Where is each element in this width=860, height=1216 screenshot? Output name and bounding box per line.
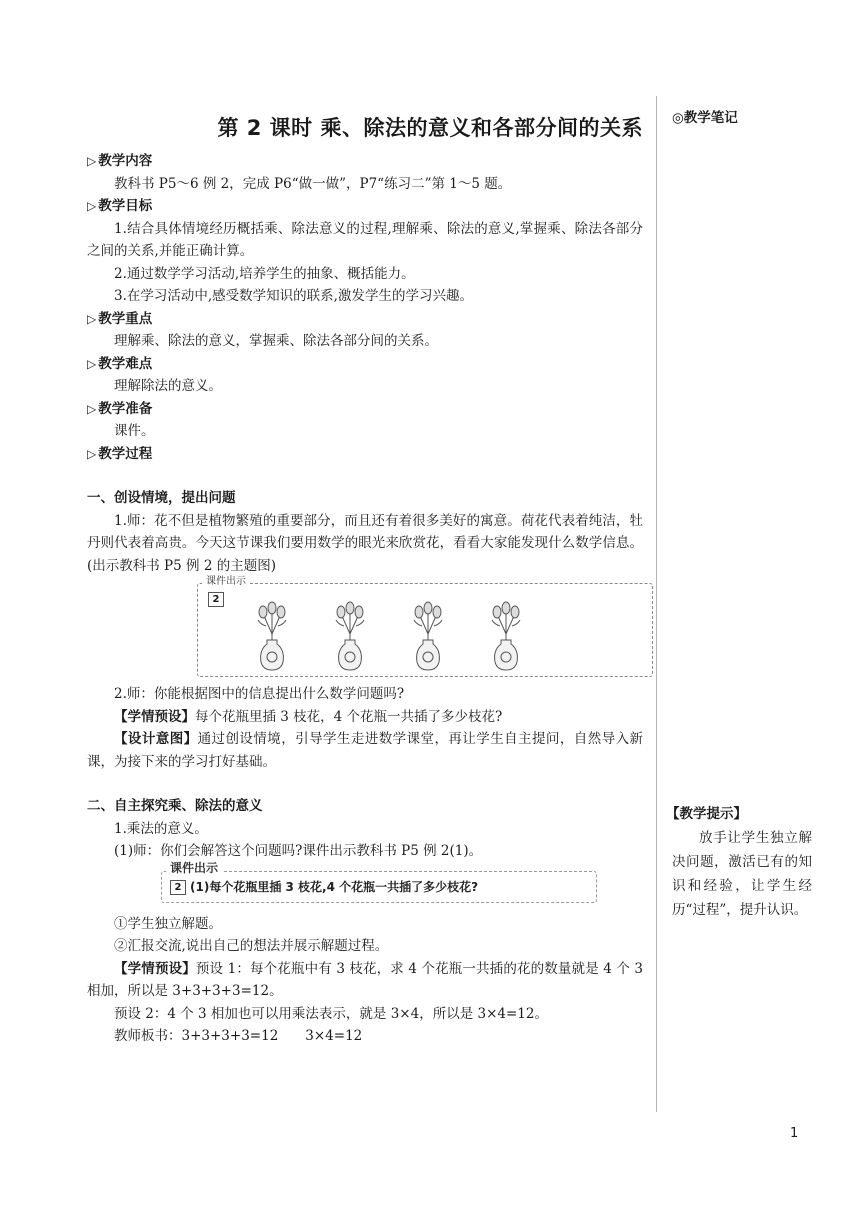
part2-preset-2: 预设 2：4 个 3 相加也可以用乘法表示，就是 3×4，所以是 3×4=12。 [114, 1005, 548, 1022]
section-heading-key: ▷ 教学重点 [87, 308, 643, 331]
flower-vase-illustration [486, 594, 526, 672]
sidebar-teaching-tip [666, 802, 812, 922]
part2-step-1: 1.乘法的意义。 [114, 820, 208, 837]
courseware-tag: 课件出示 [166, 861, 222, 875]
main-column [87, 112, 643, 1048]
courseware-figure-question [161, 860, 597, 903]
tip-text: 放手让学生独立解决问题，激活已有的知识和经验，让学生经历“过程”，提升认识。 [672, 830, 812, 918]
part1-paragraph-2: 2.师：你能根据图中的信息提出什么数学问题吗? [114, 686, 405, 702]
example-number: 2 [208, 592, 224, 607]
page-number: 1 [790, 1126, 799, 1141]
section-heading-goals: ▷ 教学目标 [87, 195, 643, 218]
content-text: 教科书 P5～6 例 2，完成 P6“做一做”，P7“练习二”第 1～5 题。 [114, 175, 512, 192]
part2-heading: 二、自主探究乘、除法的意义 [87, 798, 263, 814]
flower-vase-illustration [408, 594, 448, 672]
triangle-icon: ▷ [87, 154, 97, 168]
flower-vase-illustration [330, 594, 370, 672]
part1-heading: 一、创设情境，提出问题 [87, 490, 236, 506]
courseware-question: (1)每个花瓶里插 3 枝花,4 个花瓶一共插了多少枝花? [190, 879, 479, 894]
tip-heading: 【教学提示】 [666, 806, 747, 822]
triangle-icon: ▷ [87, 311, 97, 326]
courseware-tag: 课件出示 [202, 575, 250, 589]
part1-preset: 【学情预设】每个花瓶里插 3 枝花，4 个花瓶一共插了多少枝花? [114, 708, 503, 725]
section-heading-difficulty: ▷ 教学难点 [87, 353, 643, 376]
section-heading-prep: ▷ 教学准备 [87, 398, 643, 421]
teacher-board: 教师板书：3+3+3+3=12 3×4=12 [114, 1028, 363, 1044]
part2-step-1-1: (1)师：你们会解答这个问题吗?课件出示教科书 P5 例 2(1)。 [114, 843, 483, 859]
example-number: 2 [170, 880, 186, 895]
triangle-icon: ▷ [87, 199, 97, 213]
difficulty-text: 理解除法的意义。 [114, 378, 222, 394]
triangle-icon: ▷ [87, 401, 97, 416]
page-title: 第 2 课时 乘、除法的意义和各部分间的关系 [217, 116, 643, 140]
key-text: 理解乘、除法的意义，掌握乘、除法各部分间的关系。 [114, 333, 438, 349]
column-divider [656, 96, 657, 1112]
courseware-figure-vases [197, 576, 653, 677]
goal-item: 1.结合具体情境经历概括乘、除法意义的过程,理解乘、除法的意义,掌握乘、除法各部分之间的关系,并能正确计算。 [87, 220, 643, 259]
section-heading-process: ▷ 教学过程 [87, 443, 643, 466]
goal-item: 3.在学习活动中,感受数学知识的联系,激发学生的学习兴趣。 [114, 288, 473, 304]
part1-intent: 【设计意图】通过创设情境，引导学生走进数学课堂，再让学生自主提问，自然导入新课，为接下来的学习打好基础。 [87, 731, 644, 770]
flower-vase-illustration [252, 594, 292, 672]
part2-circle-2: ②汇报交流,说出自己的想法并展示解题过程。 [114, 938, 389, 954]
prep-text: 课件。 [114, 423, 155, 439]
triangle-icon: ▷ [87, 446, 97, 461]
part2-circle-1: ①学生独立解题。 [114, 915, 222, 932]
part1-paragraph-1: 1.师：花不但是植物繁殖的重要部分，而且还有着很多美好的寓意。荷花代表着纯洁，牡丹则代表着高贵。今天这节课我们要用数学的眼光来欣赏花，看看大家能发现什么数学信息。(出示教科书 P5 例 2 的主题图) [87, 512, 643, 574]
triangle-icon: ▷ [87, 356, 97, 371]
section-heading-content: ▷ 教学内容 [87, 150, 643, 173]
part2-preset-1: 【学情预设】预设 1：每个花瓶中有 3 枝花，求 4 个花瓶一共插的花的数量就是 4 个 3 相加，所以是 3+3+3+3=12。 [87, 960, 643, 999]
goal-item: 2.通过数学学习活动,培养学生的抽象、概括能力。 [114, 265, 415, 282]
sidebar-notes-title: ◎教学笔记 [672, 110, 738, 126]
